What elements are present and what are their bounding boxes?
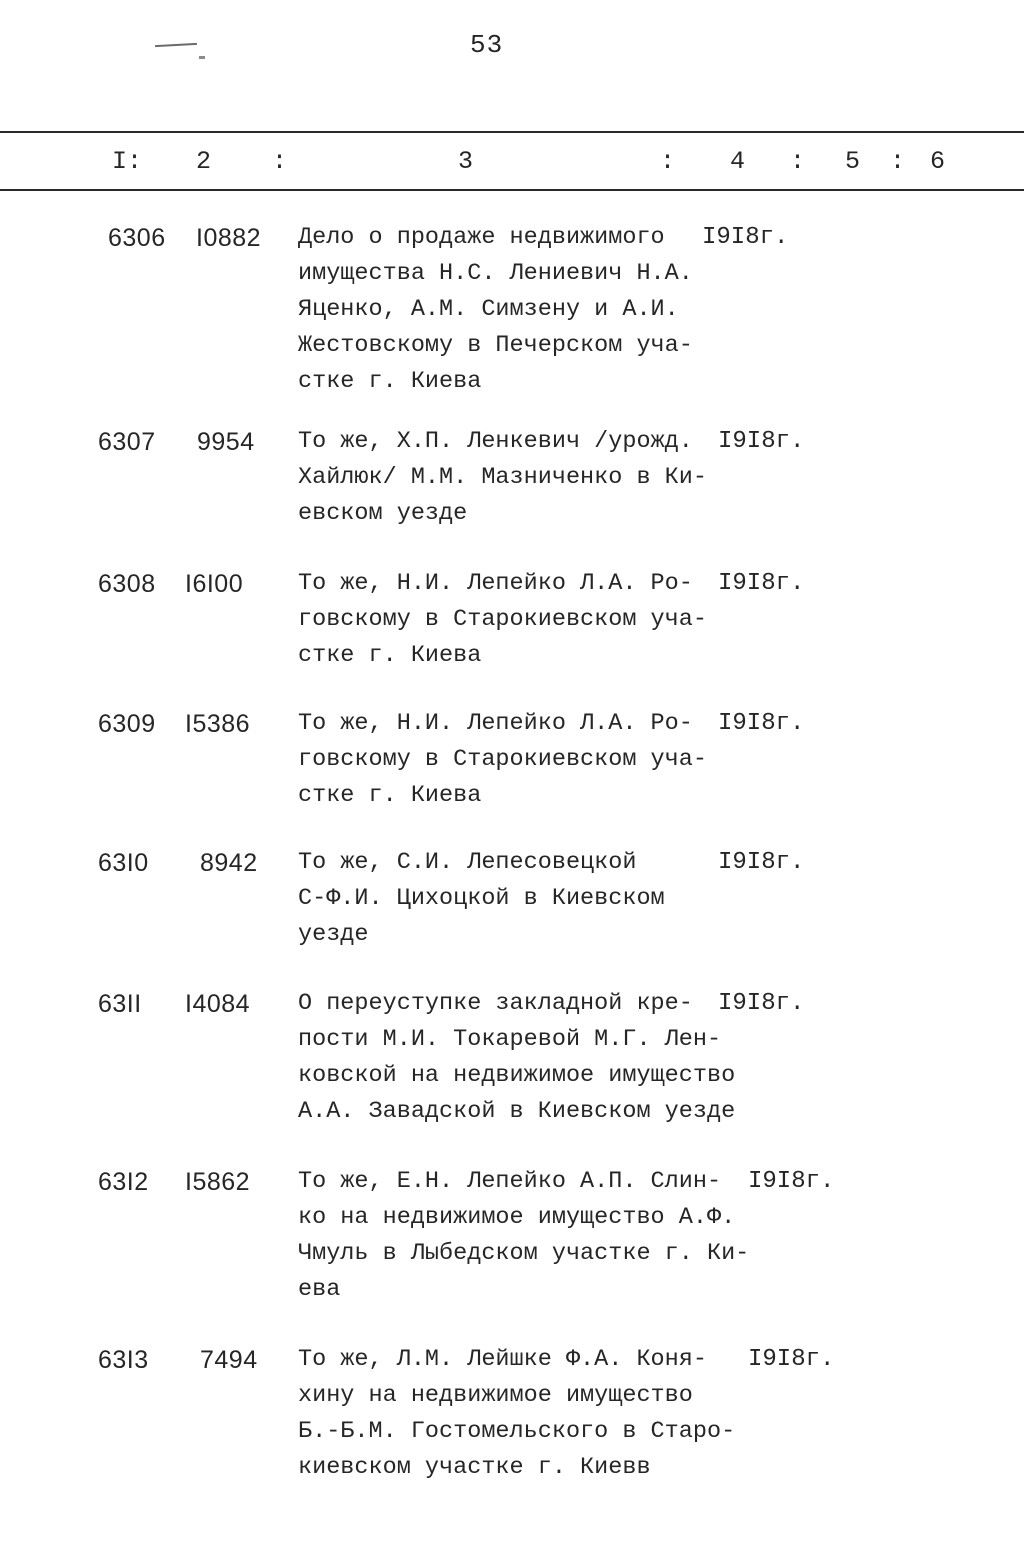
description-line: киевском участке г. Киевв [298,1454,651,1481]
description-line: То же, Н.И. Лепейко Л.А. Ро- [298,570,693,597]
record-year: I9I8г. [702,224,789,251]
record-number: 6308 [98,570,156,598]
description-line: То же, Х.П. Ленкевич /урожд. [298,428,693,455]
case-number: I6I00 [185,570,244,598]
description-line: ева [298,1276,341,1303]
case-number: I5386 [185,710,251,738]
column-header-5: 5 [845,147,861,176]
column-header-1: I: [112,147,143,176]
record-year: I9I8г. [718,849,805,876]
case-number: 8942 [200,849,258,877]
record-number: 63I0 [98,849,149,877]
record-description [298,1342,768,1486]
description-line: Б.-Б.М. Гостомельского в Старо- [298,1418,736,1445]
description-line: евском уезде [298,500,468,527]
column-header-4: 4 [730,147,746,176]
description-line: То же, Л.М. Лейшке Ф.А. Коня- [298,1346,707,1373]
record-year: I9I8г. [718,428,805,455]
column-separator: : [660,147,676,176]
description-line: С-Ф.И. Цихоцкой в Киевском [298,885,665,912]
record-year: I9I8г. [718,570,805,597]
record-description [298,220,708,400]
column-header-2: 2 [196,147,212,176]
column-separator: : [890,147,906,176]
description-line: говскому в Старокиевском уча- [298,606,707,633]
header-rule-top [0,131,1024,133]
case-number: I0882 [196,224,262,252]
column-separator: : [790,147,806,176]
record-year: I9I8г. [718,990,805,1017]
description-line: О переуступке закладной кре- [298,990,693,1017]
description-line: стке г. Киева [298,368,482,395]
record-number: 63I2 [98,1168,149,1196]
description-line: стке г. Киева [298,642,482,669]
record-number: 6306 [108,224,166,252]
description-line: имущества Н.С. Лениевич Н.А. [298,260,693,287]
description-line: пости М.И. Токаревой М.Г. Лен- [298,1026,722,1053]
record-year: I9I8г. [718,710,805,737]
record-description [298,986,768,1130]
record-description [298,845,708,953]
description-line: хину на недвижимое имущество [298,1382,693,1409]
description-line: Жестовскому в Печерском уча- [298,332,693,359]
header-rule-bottom [0,189,1024,191]
description-line: То же, Н.И. Лепейко Л.А. Ро- [298,710,693,737]
case-number: 9954 [197,428,255,456]
description-line: стке г. Киева [298,782,482,809]
case-number: 7494 [200,1346,258,1374]
description-line: Яценко, А.М. Симзену и А.И. [298,296,679,323]
case-number: I5862 [185,1168,251,1196]
case-number: I4084 [185,990,251,1018]
record-number: 6309 [98,710,156,738]
record-number: 63I3 [98,1346,149,1374]
column-separator: : [272,147,288,176]
record-number: 63II [98,990,142,1018]
pencil-mark [155,43,197,47]
description-line: Чмуль в Лыбедском участке г. Ки- [298,1240,750,1267]
description-line: Дело о продаже недвижимого [298,224,665,251]
description-line: Хайлюк/ М.М. Мазниченко в Ки- [298,464,707,491]
description-line: ко на недвижимое имущество А.Ф. [298,1204,736,1231]
description-line: А.А. Завадской в Киевском уезде [298,1098,736,1125]
description-line: говскому в Старокиевском уча- [298,746,707,773]
record-description [298,1164,768,1308]
page-number: 53 [470,30,504,60]
description-line: То же, Е.Н. Лепейко А.П. Слин- [298,1168,722,1195]
description-line: То же, С.И. Лепесовецкой [298,849,637,876]
column-header-3: 3 [458,147,474,176]
record-number: 6307 [98,428,156,456]
record-description [298,566,708,674]
record-year: I9I8г. [748,1168,835,1195]
record-description [298,706,708,814]
record-year: I9I8г. [748,1346,835,1373]
record-description [298,424,708,532]
description-line: ковской на недвижимое имущество [298,1062,736,1089]
column-header-6: 6 [930,147,946,176]
pencil-mark-tail [199,56,205,59]
description-line: уезде [298,921,369,948]
